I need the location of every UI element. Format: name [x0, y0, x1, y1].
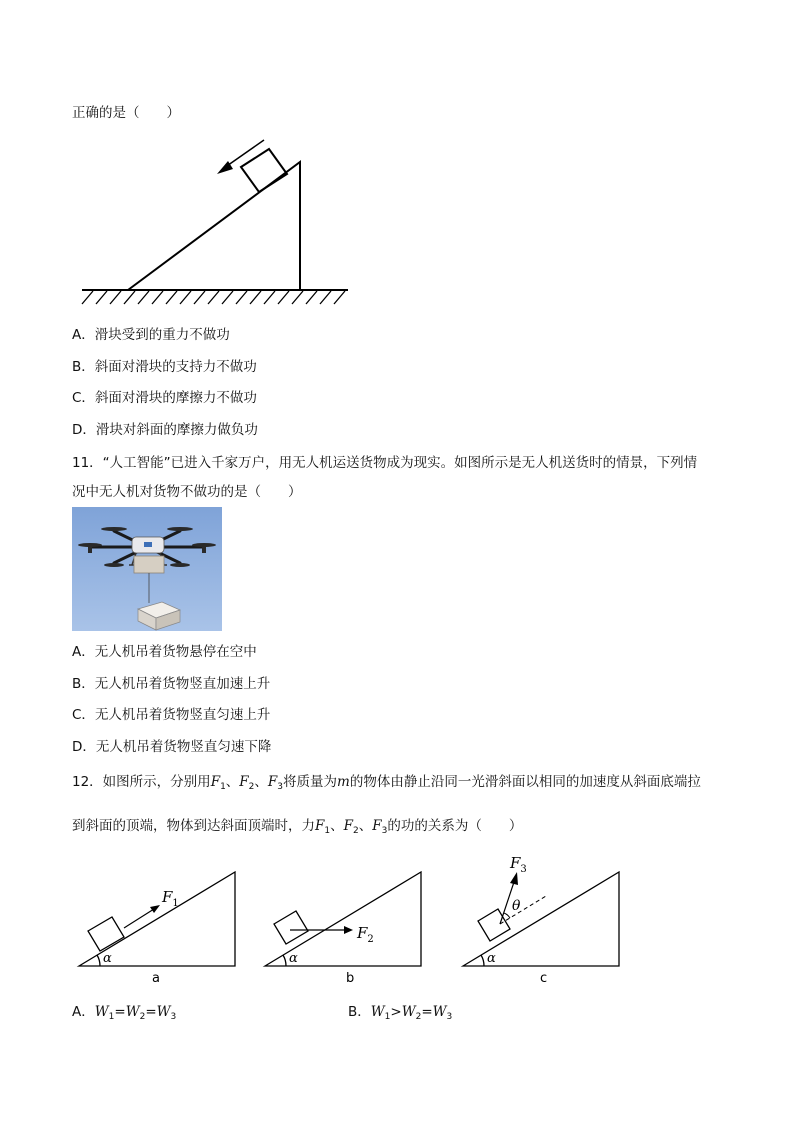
drone-photo — [72, 507, 222, 631]
q12-option-a[interactable]: A．$W_1=W_2=W_3$ — [72, 1004, 177, 1022]
block-a — [88, 917, 124, 951]
q12-stem-line1: 12．如图所示，分别用$F_1$、$F_2$、$F_3$将质量为m的物体由静止沿同一光滑斜面以相同的加速度从斜面底端拉 — [72, 774, 701, 792]
q10-option-d[interactable]: D．滑块对斜面的摩擦力做负功 — [72, 422, 258, 438]
angle-label-c: α — [487, 951, 496, 966]
q11-option-a[interactable]: A．无人机吊着货物悬停在空中 — [72, 644, 257, 660]
q12-option-b[interactable]: B．$W_1>W_2=W_3$ — [348, 1004, 453, 1022]
q12-figure-c — [458, 850, 624, 986]
theta-label: θ — [512, 898, 521, 914]
caption-b: b — [346, 971, 355, 986]
angle-label-b: α — [289, 951, 298, 966]
q10-option-a[interactable]: A．滑块受到的重力不做功 — [72, 327, 230, 343]
angle-arc-b — [283, 955, 286, 966]
caption-c: c — [540, 971, 548, 986]
mass-symbol: m — [337, 774, 350, 790]
q11-option-d[interactable]: D．无人机吊着货物竖直匀速下降 — [72, 739, 272, 755]
drone-hatch — [134, 556, 164, 573]
angle-arc-c — [481, 955, 484, 966]
angle-label-a: α — [103, 951, 112, 966]
q10-option-b[interactable]: B．斜面对滑块的支持力不做功 — [72, 359, 257, 375]
q12-figure-b — [260, 858, 426, 986]
slider-block — [241, 149, 287, 192]
angle-arc-a — [97, 955, 100, 966]
q11-option-c[interactable]: C．无人机吊着货物竖直匀速上升 — [72, 707, 271, 723]
q10-stem-tail: 正确的是（ ） — [72, 105, 180, 121]
q10-incline-figure — [78, 134, 354, 310]
force-label-f3: $F_3$ — [510, 854, 527, 875]
ground-hatching — [82, 291, 345, 304]
q10-option-c[interactable]: C．斜面对滑块的摩擦力不做功 — [72, 390, 257, 406]
force-label-f2: $F_2$ — [357, 924, 374, 945]
force-label-f1: $F_1$ — [162, 888, 179, 909]
q12-stem-line2: 到斜面的顶端，物体到达斜面顶端时，力$F_1$、$F_2$、$F_3$的功的关系为（ ） — [72, 818, 523, 836]
q12-figure-a — [74, 858, 240, 986]
q11-stem-line2: 况中无人机对货物不做功的是（ ） — [72, 484, 302, 500]
block-b — [274, 911, 308, 944]
caption-a: a — [152, 971, 160, 986]
q11-option-b[interactable]: B．无人机吊着货物竖直加速上升 — [72, 676, 271, 692]
q11-stem-line1: 11．“人工智能”已进入千家万户，用无人机运送货物成为现实。如图所示是无人机送货时的情景，下列情 — [72, 455, 698, 471]
